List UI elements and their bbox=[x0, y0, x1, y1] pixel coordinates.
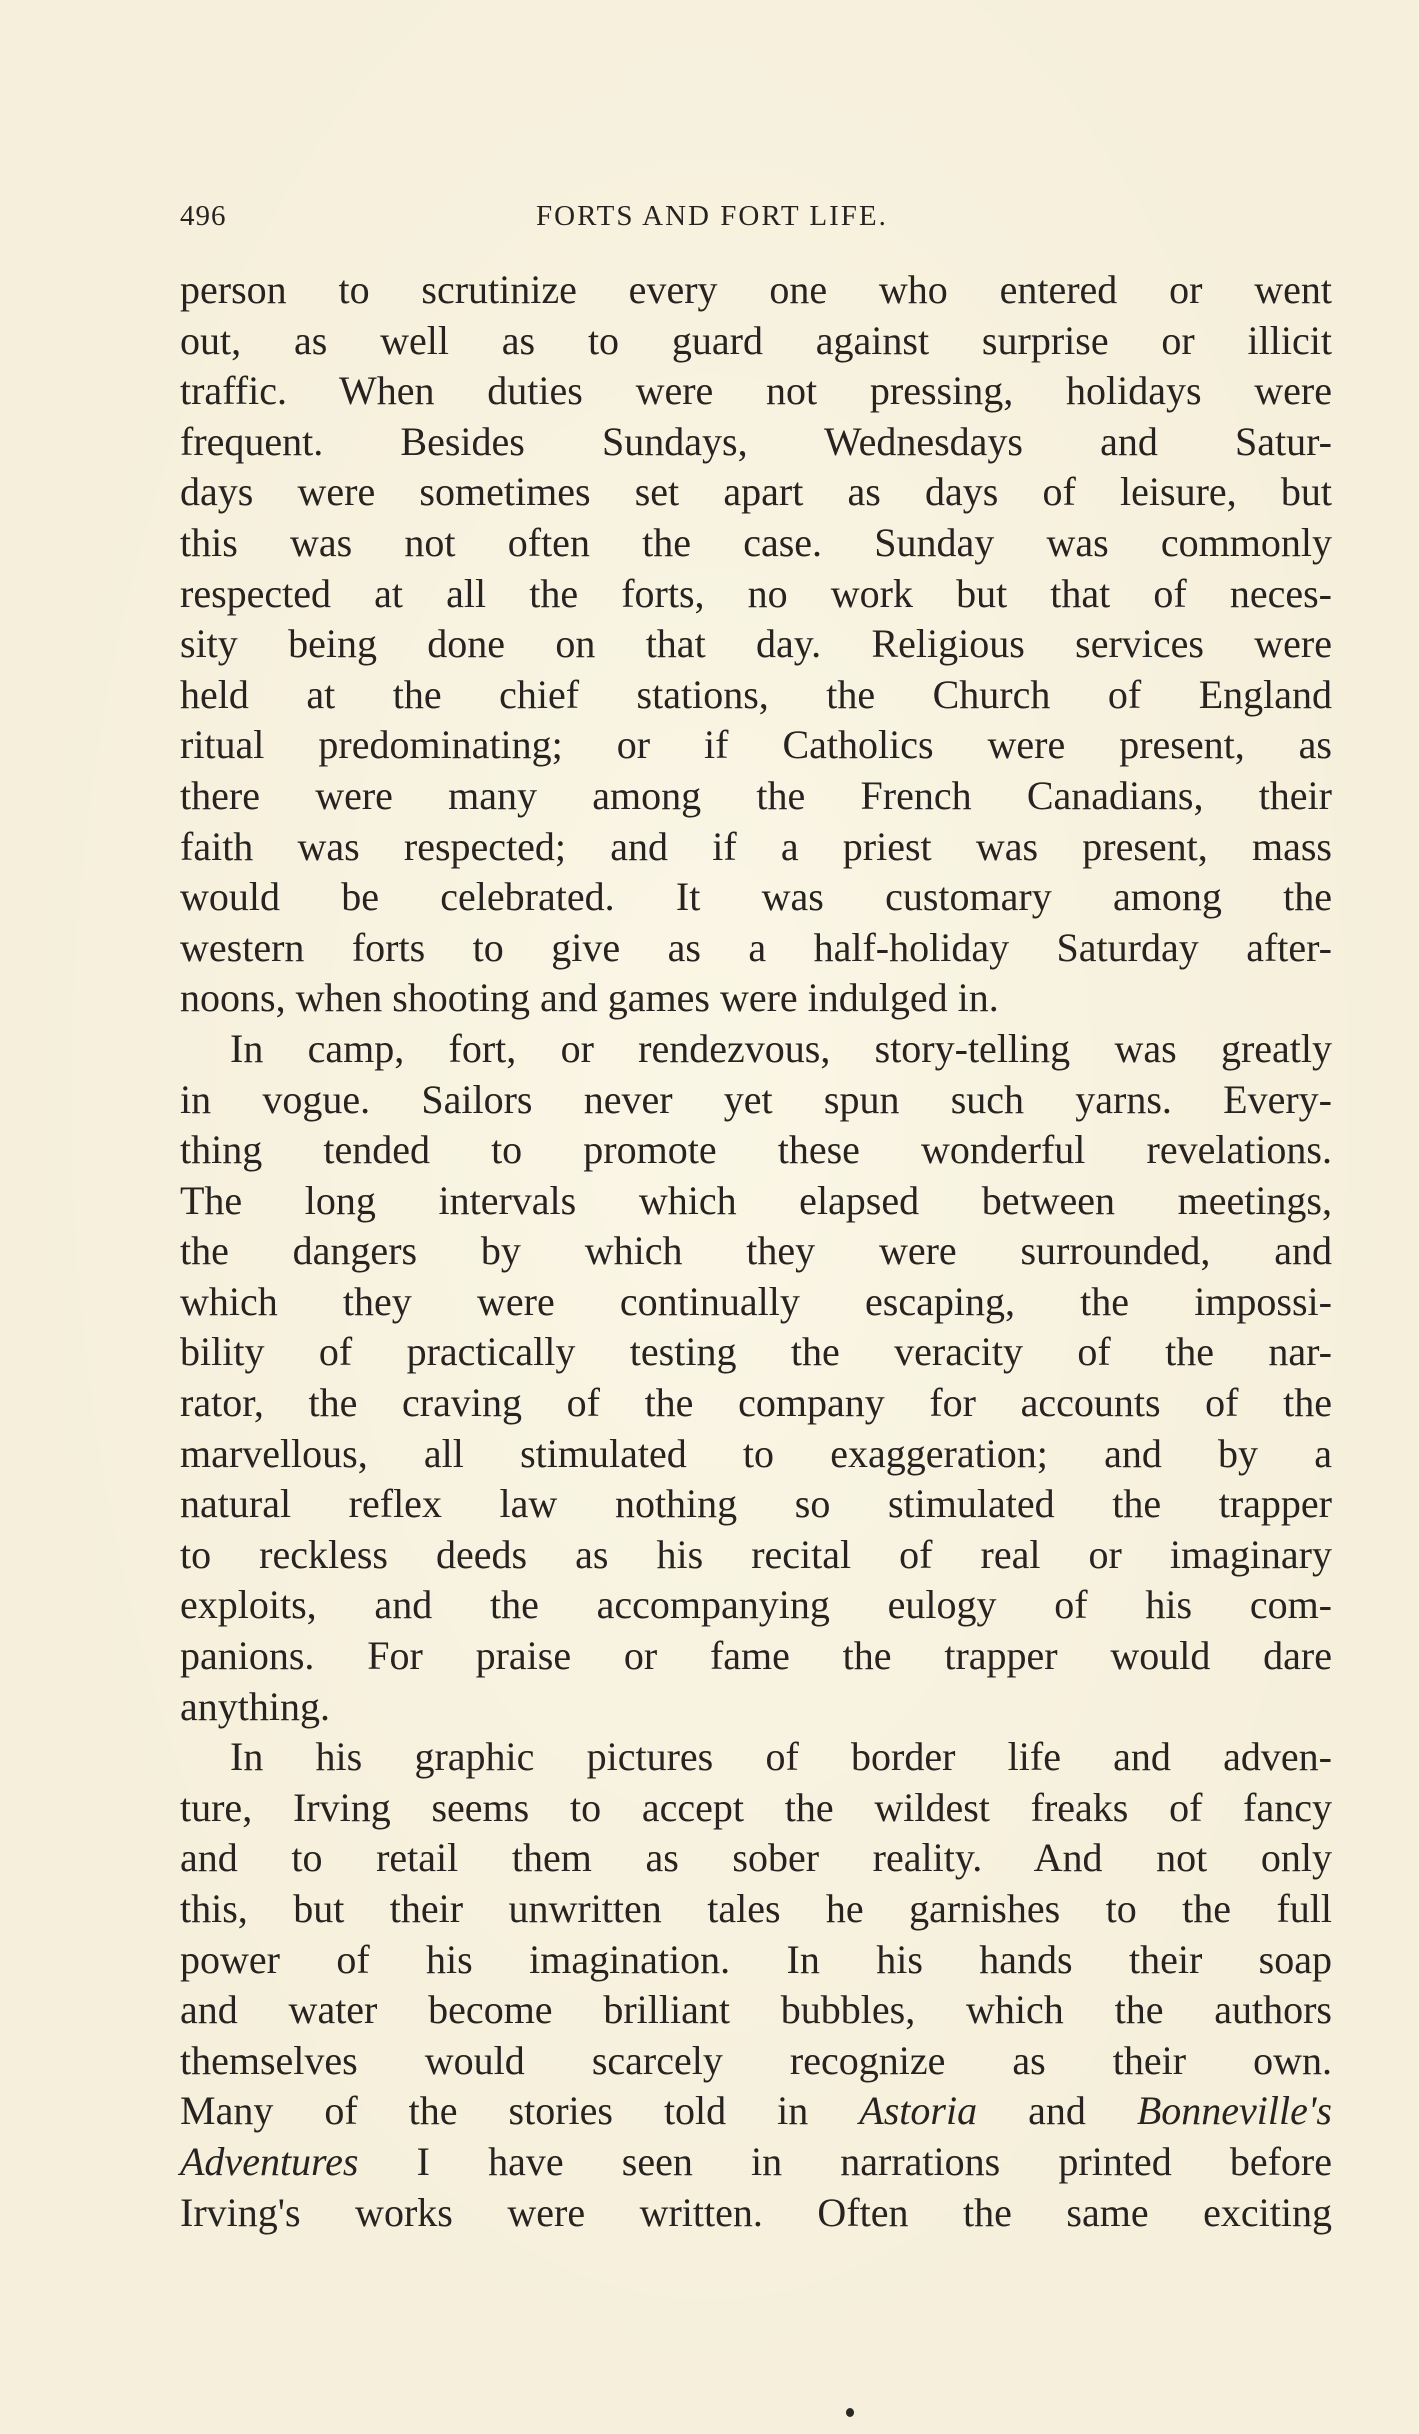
text-span: Many of the stories told in bbox=[180, 2088, 860, 2134]
text-line: to reckless deeds as his recital of real or imaginary bbox=[180, 1531, 1332, 1577]
running-title: FORTS AND FORT LIFE. bbox=[536, 200, 888, 232]
page-number: 496 bbox=[180, 200, 227, 232]
text-line: panions. For praise or fame the trapper would dare bbox=[180, 1633, 1332, 1679]
ink-dot bbox=[846, 2408, 854, 2417]
text-line bbox=[180, 2137, 1332, 2188]
italic-title-bonneville: Bonneville's bbox=[1136, 2088, 1332, 2134]
text-span: and bbox=[977, 2088, 1137, 2134]
text-line: in vogue. Sailors never yet spun such yarns. Every- bbox=[180, 1076, 1332, 1122]
text-line: this was not often the case. Sunday was commonly bbox=[180, 519, 1332, 565]
text-line: ritual predominating; or if Catholics were present, as bbox=[180, 722, 1332, 768]
paragraph-end-line: noons, when shooting and games were indulged in. bbox=[180, 975, 999, 1021]
text-line: traffic. When duties were not pressing, holidays were bbox=[180, 368, 1332, 414]
text-line: person to scrutinize every one who entered or went bbox=[180, 267, 1332, 312]
text-line: ture, Irving seems to accept the wildest freaks of fancy bbox=[180, 1784, 1332, 1830]
text-line: there were many among the French Canadians, their bbox=[180, 772, 1332, 818]
text-line: thing tended to promote these wonderful revelations. bbox=[180, 1127, 1332, 1173]
italic-title-astoria: Astoria bbox=[859, 2088, 978, 2134]
text-line: bility of practically testing the veracity of the nar- bbox=[180, 1329, 1332, 1375]
text-span: I have seen in narrations printed before bbox=[358, 2138, 1332, 2184]
text-line bbox=[180, 2086, 1332, 2137]
text-line: exploits, and the accompanying eulogy of his com- bbox=[180, 1582, 1332, 1628]
text-line: power of his imagination. In his hands their soap bbox=[180, 1936, 1332, 1982]
paragraph-end-line: anything. bbox=[180, 1683, 330, 1729]
text-line: days were sometimes set apart as days of leisure, but bbox=[180, 469, 1332, 515]
text-line: sity being done on that day. Religious services were bbox=[180, 621, 1332, 667]
running-head bbox=[180, 200, 1332, 240]
text-line: Irving's works were written. Often the same exciting bbox=[180, 2189, 1332, 2235]
text-line: marvellous, all stimulated to exaggeration; and by a bbox=[180, 1430, 1332, 1476]
text-line: held at the chief stations, the Church of England bbox=[180, 671, 1332, 717]
text-line: frequent. Besides Sundays, Wednesdays and Satur- bbox=[180, 418, 1332, 464]
text-line: this, but their unwritten tales he garnishes to the full bbox=[180, 1886, 1332, 1931]
paragraph-start-line: In his graphic pictures of border life and adven- bbox=[230, 1734, 1332, 1780]
text-line: western forts to give as a half-holiday Saturday after- bbox=[180, 924, 1332, 970]
text-line: which they were continually escaping, the impossi- bbox=[180, 1278, 1332, 1324]
paragraph-start-line: In camp, fort, or rendezvous, story-telling was greatly bbox=[230, 1025, 1332, 1071]
text-line: faith was respected; and if a priest was present, mass bbox=[180, 823, 1332, 869]
body-text bbox=[180, 265, 1332, 2238]
text-line: rator, the craving of the company for accounts of the bbox=[180, 1380, 1332, 1426]
text-line: natural reflex law nothing so stimulated the trapper bbox=[180, 1481, 1332, 1527]
text-line: The long intervals which elapsed between meetings, bbox=[180, 1177, 1332, 1223]
text-line: and to retail them as sober reality. And not only bbox=[180, 1835, 1332, 1881]
text-line: would be celebrated. It was customary among the bbox=[180, 874, 1332, 920]
text-line: and water become brilliant bubbles, which the authors bbox=[180, 1987, 1332, 2033]
italic-title-adventures: Adventures bbox=[180, 2138, 359, 2184]
text-line: out, as well as to guard against surprise or illicit bbox=[180, 317, 1332, 363]
text-line: themselves would scarcely recognize as their own. bbox=[180, 2037, 1332, 2083]
text-line: respected at all the forts, no work but that of neces- bbox=[180, 570, 1332, 616]
text-line: the dangers by which they were surrounded, and bbox=[180, 1228, 1332, 1274]
